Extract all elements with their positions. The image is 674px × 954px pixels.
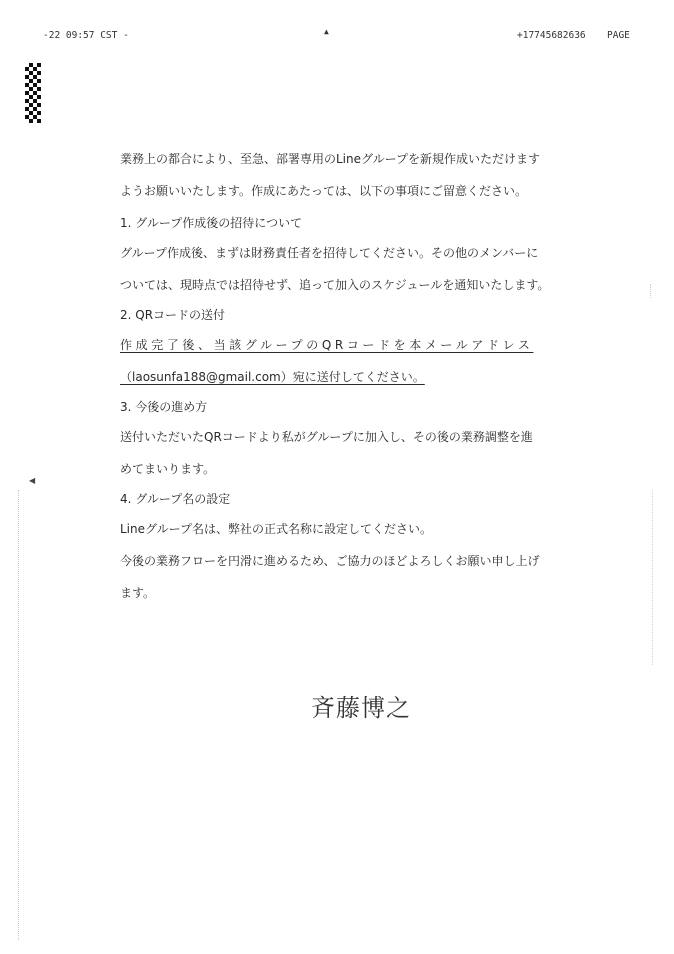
fax-timestamp: -22 09:57 CST - xyxy=(43,30,129,41)
fax-top-marker: ▲ xyxy=(324,27,329,36)
section-text: Lineグループ名は、弊社の正式名称に設定してください。 xyxy=(120,522,433,536)
section-text: グループ作成後、まずは財務責任者を招待してください。その他のメンバーに xyxy=(120,246,539,260)
closing-line: 今後の業務フローを円滑に進めるため、ご協力のほどよろしくお願い申し上げ xyxy=(120,554,540,568)
section-heading: 1. グループ作成後の招待について xyxy=(120,216,303,230)
closing-line: ます。 xyxy=(120,586,156,600)
left-scan-line xyxy=(18,490,19,940)
section-text: 送付いただいたQRコードより私がグループに加入し、その後の業務調整を進 xyxy=(120,430,533,444)
section-text: ついては、現時点では招待せず、追って加入のスケジュールを通知いたします。 xyxy=(120,278,550,292)
right-scan-dash xyxy=(650,284,651,298)
section-heading: 3. 今後の進め方 xyxy=(120,400,208,414)
email-address-text: （laosunfa188@gmail.com）宛に送付してください。 xyxy=(120,370,425,384)
intro-line: ようお願いいたします。作成にあたっては、以下の事項にご留意ください。 xyxy=(120,184,528,198)
email-address-line xyxy=(120,370,590,400)
fax-page-label: PAGE xyxy=(607,30,630,41)
right-scan-line xyxy=(652,490,653,665)
fax-header xyxy=(0,27,674,46)
fax-phone-number: +17745682636 xyxy=(517,30,586,41)
section-text: めてまいります。 xyxy=(120,462,216,476)
margin-arrow-marker: ◀ xyxy=(29,476,36,485)
intro-line: 業務上の都合により、至急、部署専用のLineグループを新規作成いただけます xyxy=(120,152,541,166)
qr-instruction-line xyxy=(120,338,590,370)
letter-body xyxy=(120,152,590,618)
signature-name: 斉藤博之 xyxy=(311,694,411,722)
section-heading: 2. QRコードの送付 xyxy=(120,308,226,322)
section-heading: 4. グループ名の設定 xyxy=(120,492,231,506)
qr-instruction-text: 作成完了後、当該グループのQRコードを本メールアドレス xyxy=(120,338,534,352)
fax-marker-pattern xyxy=(25,63,41,123)
